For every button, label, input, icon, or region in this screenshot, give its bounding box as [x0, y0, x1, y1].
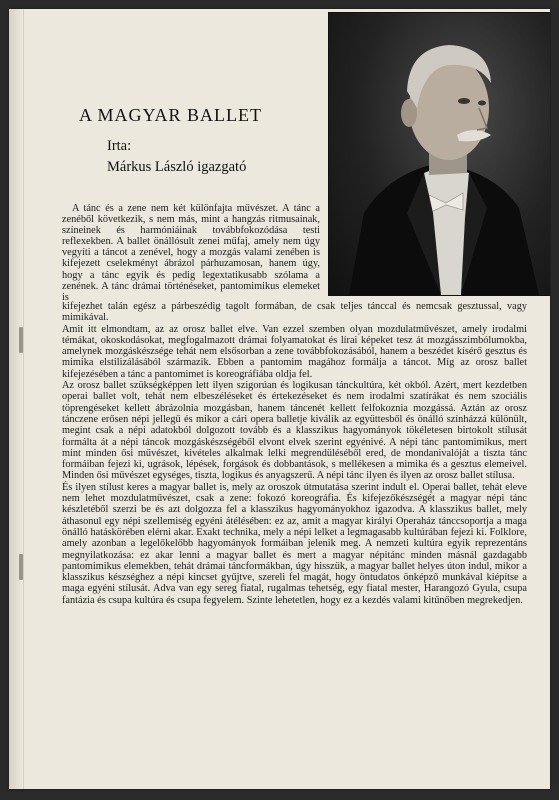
byline-author: Márkus László igazgató: [107, 159, 247, 175]
binding-edge: [9, 9, 24, 789]
body-paragraph: És ilyen stílust keres a magyar ballet is, mely az oroszok útmutatása szerint indult el. Operai ballet, tehát eleve nem lehet mozdulatművészet, csak a zene: fokozó koreográfia. És kifejezőkészségét a magyar népi tánc készletéből szerzi be és azt dolgozza fel a klasszikus hagyományokhoz igazodva. A klasszikus ballet, mely áthasonul egy népi szellemiség egyéni átélésében: ez az, amit a magyar királyi Operaház tánccsoportja a maga önálló hatáskörében elérni akar. Exakt technika, mely a népi lelket a legmagasabb kultúrában fejezi ki. Folklore, amely azonban a legelőkelőbb hagyományok formáiban jelenik meg. A nemzeti kultúra egyik reprezentáns megnyilatkozása: ez akar lenni a magyar ballet és mert a magyar népitánc minden másnál gazdagabb pantomimikus elemekben, tehát drámai táncformákban, úgy hisszük, a magyar ballet helyes úton indul, mikor a klasszikus készséghez a népi kincset gyűjtve, szereli fel magát, hogy öntudatos önképző munkával kiépítse a maga egyéni stílusát. Adva van egy sereg fiatal, rugalmas tehetség, egy fiatal mester, Harangozó Gyula, csupa fantázia és csupa kultúra és csupa fegyelem. Szinte lehetetlen, hogy ez a kezdés valami kitűnőben megrekedjen.: [62, 481, 527, 606]
body-paragraph: Amit itt elmondtam, az az orosz ballet elve. Van ezzel szemben olyan mozdulatművészet, amely irodalmi témákat, okoskodásokat, megfogalmazott drámai folyamatokat és lírai képeket tesz át mozgásszimbólumokba, amelynek mozgáskészsége tehát nem elsősorban a zene továbbfokozásából, hanem a beszédet kísérő gesztus és mimika elstilizálásából származik. Ebben a pantomim magához formálja a táncot. Míg az orosz ballet kifejezésében a tánc a pantomimet is koreográfiába oldja fel.: [62, 323, 527, 380]
document-page: [9, 9, 550, 789]
portrait-figure: [329, 13, 550, 295]
body-paragraph: kifejezhet talán egész a párbeszédig tagolt formában, de csak teljes tánccal és nemcsak gesztussal, vagy mimikával.: [62, 301, 527, 324]
staple-mark: [19, 554, 23, 580]
staple-mark: [19, 327, 23, 353]
portrait-photo: [328, 12, 550, 296]
article-body: [62, 301, 527, 606]
body-paragraph: Az orosz ballet szükségképpen lett ilyen szigorúan és logikusan tánckultúra, két okból. Azért, mert kezdetben operai ballet volt, tehát nem elbeszéléseket és értekezéseket és nem irodalmi szatírákat és nem szociális töprengéseket kellett ábrázolnia mozgásban, hanem táncenét kellett felfokoznia mozgássá. Aztán az orosz tánczene erősen népi jellegű és mikor a cári opera balletje kiválik az együttesből és önálló színházzá különült, megint csak a népi adatokból dolgozott tovább és a klasszikus hagyományok tökéletesen birtokolt stílusát formálta át a népi táncok mozgáskészségéből elvont elvek szerint egyénivé. A népi tánc pantomimikus, mert mint minden ősi művészet, kivételes alkalmak lelki megrendüléséből ered, de mondanivalóját a tiszta tánc formáiban fejezi ki, ugrások, lépések, forgások és dobbantások, s mellékesen a mimika és a gesztus elemeivel. Minden ősi művészet egységes, tiszta, logikus és anyagszerű. A népi tánc ilyen és ilyen az orosz ballet stílusa.: [62, 380, 527, 482]
byline-label: Irta:: [107, 138, 132, 154]
intro-paragraph: A tánc és a zene nem két különfajta művészet. A tánc a zenéből következik, s nem más, mint a hangzás ritmusainak, színeinek és harmóniáinak továbbfokozódása testi reflexekben. A ballet önállósult zenei műfaj, amely nem úgy vegyíti a táncot a zenével, hogy a mozgás valami zenében is kifejezett cselekményt ábrázol párhuzamosan, hanem úgy, hogy a tánc egyik és pedig legextatikusabb szólama a zenének. A tánc drámai történéseket, pantomimikus elemeket is: [62, 203, 320, 303]
article-title: A MAGYAR BALLET: [79, 105, 263, 125]
